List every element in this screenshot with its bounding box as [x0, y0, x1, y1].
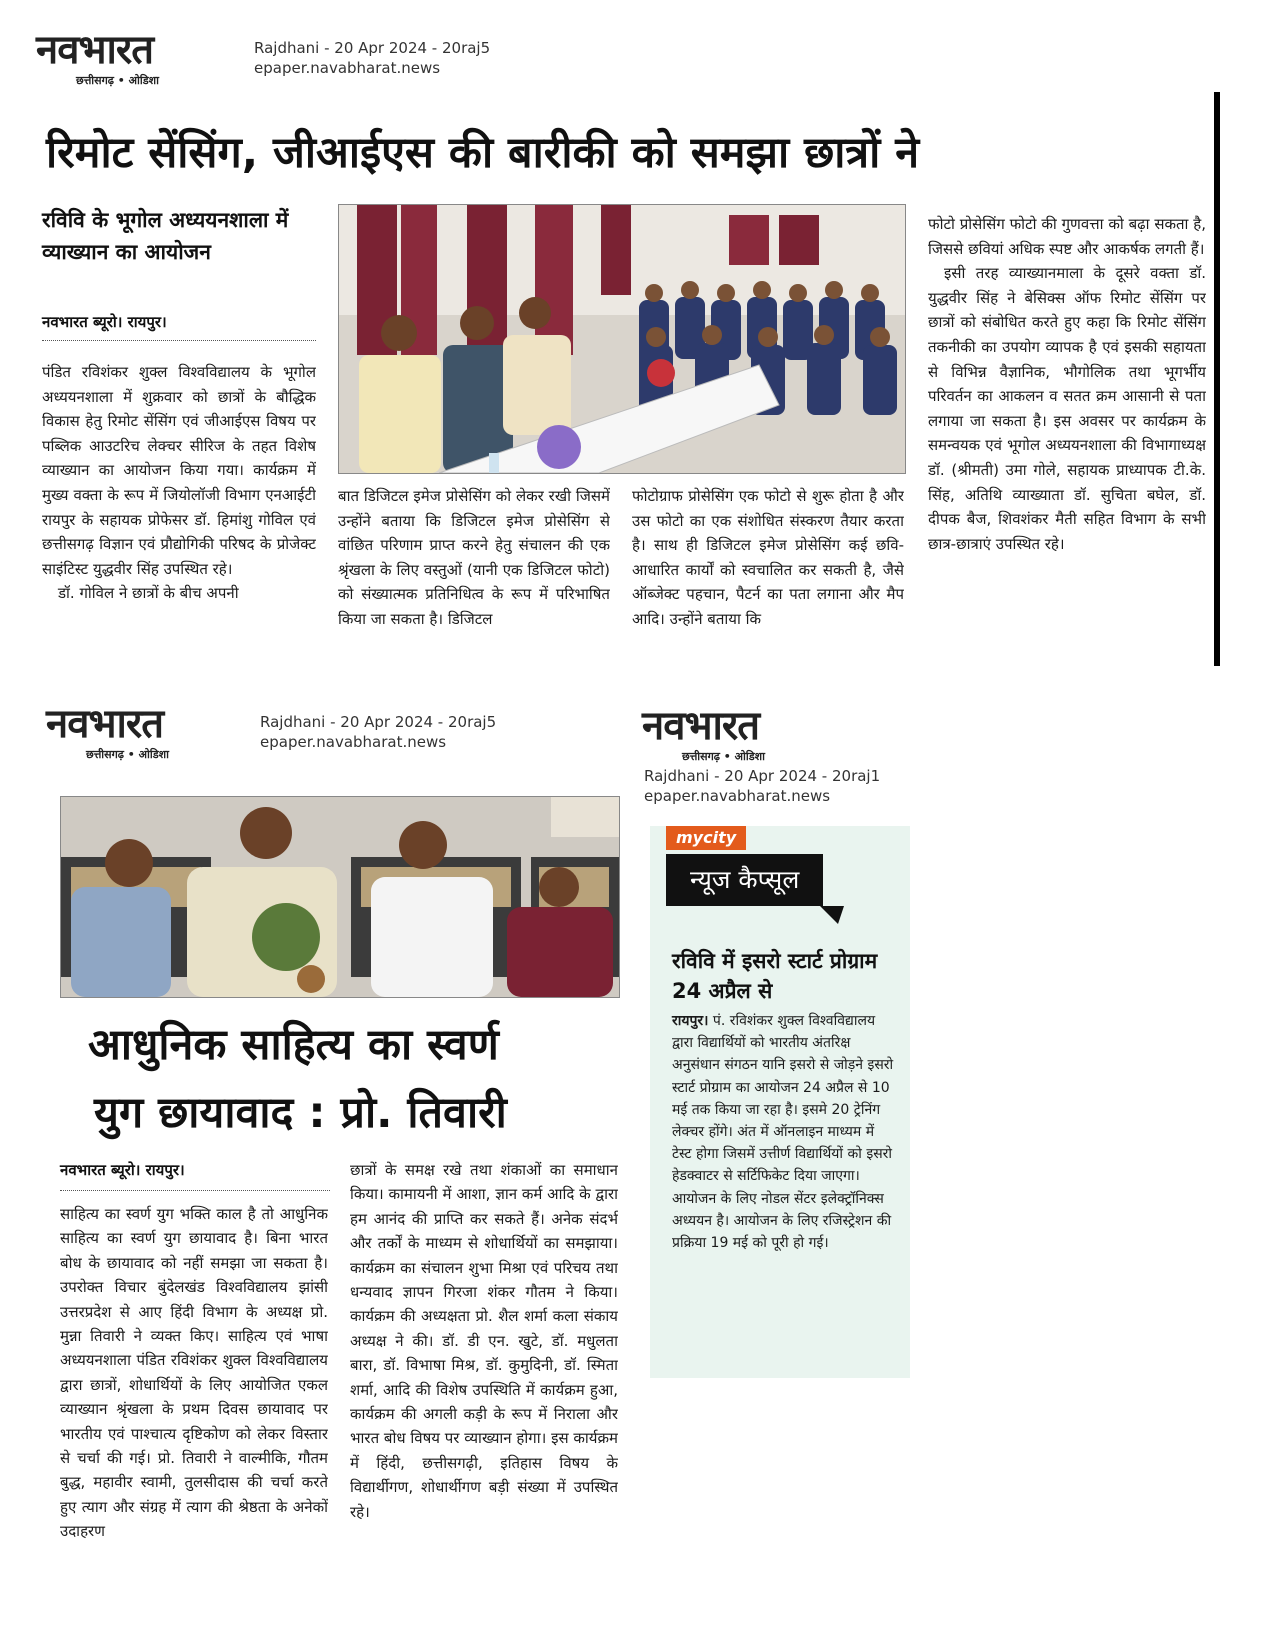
- lecture-hall-photo: [338, 204, 906, 474]
- column-rule-right: [1214, 92, 1220, 666]
- edition-line: Rajdhani - 20 Apr 2024 - 20raj5: [260, 713, 497, 731]
- article1-byline: नवभारत ब्यूरो। रायपुर।: [42, 313, 167, 331]
- logo-region: छत्तीसगढ़ • ओडिशा: [86, 748, 169, 761]
- masthead-article2: [42, 702, 242, 764]
- capsule-body: [672, 1010, 894, 1254]
- article1-col2-text: बात डिजिटल इमेज प्रोसेसिंग को लेकर रखी जिसमें उन्होंने बताया कि डिजिटल इमेज प्रोसेसिंग से वांछित परिणाम प्राप्त करने हेतु संचालन की एक श्रृंखला के लिए वस्तुओं (यानी एक डिजिटल फोटो) को संख्यात्मक प्रतिनिधित्व के रूप में परिभाषित किया जा सकता है। डिजिटल: [338, 487, 610, 628]
- article1-column-3: [632, 484, 904, 664]
- epaper-url[interactable]: epaper.navabharat.news: [254, 59, 441, 77]
- article1-col4b-text: इसी तरह व्याख्यानमाला के दूसरे वक्ता डॉ. युद्धवीर सिंह ने बेसिक्स ऑफ रिमोट सेंसिंग पर छात्रों को संबोधित करते हुए कहा कि रिमोट सेंसिंग तकनीकी का उपयोग व्यापक है एवं इसकी सहायता से विभिन्न वैज्ञानिक, भौगोलिक तथा भूगर्भीय परिवर्तन का आकलन व सतत क्रम आसानी से पता लगाया जा सकता है। इस अवसर पर कार्यक्रम के समन्वयक एवं भूगोल अध्ययनशाला की विभागाध्यक्ष डॉ. (श्रीमती) उमा गोले, सहायक प्राध्यापक टी.के. सिंह, अतिथि व्याख्याता डॉ. सुचिता बघेल, डॉ. दीपक बैज, शिवशंकर मैती सहित विभाग के सभी छात्र-छात्राएं उपस्थित रहे।: [928, 264, 1206, 553]
- article1-column-2: [338, 484, 610, 664]
- article2-headline-line1: आधुनिक साहित्य का स्वर्ण: [88, 1020, 499, 1070]
- title-pointer-icon: [820, 906, 844, 924]
- logo-region: छत्तीसगढ़ • ओडिशा: [682, 750, 765, 763]
- article2-byline: नवभारत ब्यूरो। रायपुर।: [60, 1161, 185, 1179]
- article1-col4-text: फोटो प्रोसेसिंग फोटो की गुणवत्ता को बढ़ा सकता है, जिससे छवियां अधिक स्पष्ट और आकर्षक लगती हैं।: [928, 215, 1206, 258]
- lecture-hall-illustration: [339, 205, 905, 473]
- byline-divider: [60, 1190, 330, 1191]
- newspaper-logo: नवभारत: [642, 703, 760, 749]
- article1-subhead: रविवि के भूगोल अध्ययनशाला में व्याख्यान का आयोजन: [42, 208, 289, 264]
- article1-column-1: [42, 360, 316, 664]
- news-capsule-title: न्यूज कैप्सूल: [666, 854, 823, 906]
- newspaper-logo: नवभारत: [46, 701, 164, 747]
- mycity-tag: mycity: [666, 826, 746, 850]
- masthead-capsule: [638, 704, 834, 766]
- article2-column-1: [60, 1202, 328, 1598]
- article2-headline-line2: युग छायावाद : प्रो. तिवारी: [94, 1088, 507, 1138]
- epaper-url[interactable]: epaper.navabharat.news: [644, 787, 831, 805]
- epaper-url[interactable]: epaper.navabharat.news: [260, 733, 447, 751]
- logo-region: छत्तीसगढ़ • ओडिशा: [76, 74, 159, 87]
- capsule-headline: रविवि में इसरो स्टार्ट प्रोग्राम 24 अप्रैल से: [672, 949, 878, 1003]
- byline-divider: [42, 340, 316, 341]
- article1-col1b-text: डॉ. गोविल ने छात्रों के बीच अपनी: [58, 584, 239, 603]
- masthead-top: [32, 28, 242, 90]
- article1-column-4: [928, 212, 1206, 664]
- felicitation-photo: [60, 796, 620, 998]
- article1-headline: रिमोट सेंसिंग, जीआईएस की बारीकी को समझा छात्रों ने: [46, 128, 920, 178]
- felicitation-illustration: [61, 797, 619, 997]
- article2-col2-text: छात्रों के समक्ष रखे तथा शंकाओं का समाधान किया। कामायनी में आशा, ज्ञान कर्म आदि के द्वारा हम आनंद की प्राप्ति कर सकते हैं। अनेक संदर्भ और तर्कों के माध्यम से शोधार्थियों का समझाया। कार्यक्रम का संचालन शुभा मिश्रा एवं परिचय तथा धन्यवाद ज्ञापन गिरजा शंकर गौतम ने किया। कार्यक्रम की अध्यक्षता प्रो. शैल शर्मा कला संकाय अध्यक्ष ने की। डॉ. डी एन. खुटे, डॉ. मधुलता बारा, डॉ. विभाषा मिश्र, डॉ. कुमुदिनी, डॉ. स्मिता शर्मा, आदि की विशेष उपस्थिति में कार्यक्रम हुआ, कार्यक्रम की अगली कड़ी के रूप में निराला और भारत बोध विषय पर व्याख्यान होगा। इस कार्यक्रम में हिंदी, छत्तीसगढ़ी, इतिहास विषय के विद्यार्थीगण, शोधार्थीगण बड़ी संख्या में उपस्थित रहे।: [350, 1161, 618, 1521]
- article1-col1-text: पंडित रविशंकर शुक्ल विश्वविद्यालय के भूगोल अध्ययनशाला में शुक्रवार को छात्रों के बौद्धिक विकास हेतु रिमोट सेंसिंग एवं जीआईएस विषय पर पब्लिक आउटरिच लेक्चर सीरिज के तहत विशेष व्याख्यान का आयोजन किया गया। कार्यक्रम में मुख्य वक्ता के रूप में जियोलॉजी विभाग एनआईटी रायपुर के सहायक प्रोफेसर डॉ. हिमांशु गोविल एवं छत्तीसगढ़ विज्ञान एवं प्रौद्योगिकी परिषद के प्रोजेक्ट साइंटिस्ट युद्धवीर सिंह उपस्थित रहे।: [42, 363, 316, 578]
- newspaper-logo: नवभारत: [36, 27, 154, 73]
- edition-line: Rajdhani - 20 Apr 2024 - 20raj1: [644, 767, 881, 785]
- article2-col1-text: साहित्य का स्वर्ण युग भक्ति काल है तो आधुनिक साहित्य का स्वर्ण युग छायावाद है। बिना भारत बोध के छायावाद को नहीं समझा जा सकता है। उपरोक्त विचार बुंदेलखंड विश्वविद्यालय झांसी उत्तरप्रदेश से आए हिंदी विभाग के अध्यक्ष प्रो. मुन्ना तिवारी ने व्यक्त किए। साहित्य एवं भाषा अध्ययनशाला पंडित रविशंकर शुक्ल विश्वविद्यालय द्वारा छात्रों, शोधार्थियों के लिए आयोजित एकल व्याख्यान श्रृंखला के प्रथम दिवस छायावाद पर भारतीय एवं पाश्चात्य दृष्टिकोण को लेकर विस्तार से चर्चा की गई। प्रो. तिवारी ने वाल्मीकि, गौतम बुद्ध, महावीर स्वामी, तुलसीदास की चर्चा करते हुए त्याग और संग्रह में त्याग की श्रेष्ठता के अनेकों उदाहरण: [60, 1205, 328, 1541]
- article2-column-2: [350, 1158, 618, 1598]
- edition-line: Rajdhani - 20 Apr 2024 - 20raj5: [254, 39, 491, 57]
- capsule-body-text: पं. रविशंकर शुक्ल विश्वविद्यालय द्वारा विद्यार्थियों को भारतीय अंतरिक्ष अनुसंधान संगठन यानि इसरो से जोड़ने इसरो स्टार्ट प्रोग्राम का आयोजन 24 अप्रैल से 10 मई तक किया जा रहा है। इसमे 20 ट्रेनिंग लेक्चर होंगे। अंत में ऑनलाइन माध्यम में टेस्ट होगा जिसमें उत्तीर्ण विद्यार्थियों को इसरो हेडक्वाटर से सर्टिफिकेट दिया जाएगा। आयोजन के लिए नोडल सेंटर इलेक्ट्रॉनिक्स अध्ययन है। आयोजन के लिए रजिस्ट्रेशन की प्रक्रिया 19 मई को पूरी हो गई।: [672, 1013, 894, 1252]
- article1-col3-text: फोटोग्राफ प्रोसेसिंग एक फोटो से शुरू होता है और उस फोटो का एक संशोधित संस्करण तैयार करता है। साथ ही डिजिटल इमेज प्रोसेसिंग कई छवि-आधारित कार्यों को स्वचालित कर सकती है, जैसे ऑब्जेक्ट पहचान, पैटर्न का पता लगाना और मैप आदि। उन्होंने बताया कि: [632, 487, 904, 628]
- capsule-dateline: रायपुर।: [672, 1013, 709, 1029]
